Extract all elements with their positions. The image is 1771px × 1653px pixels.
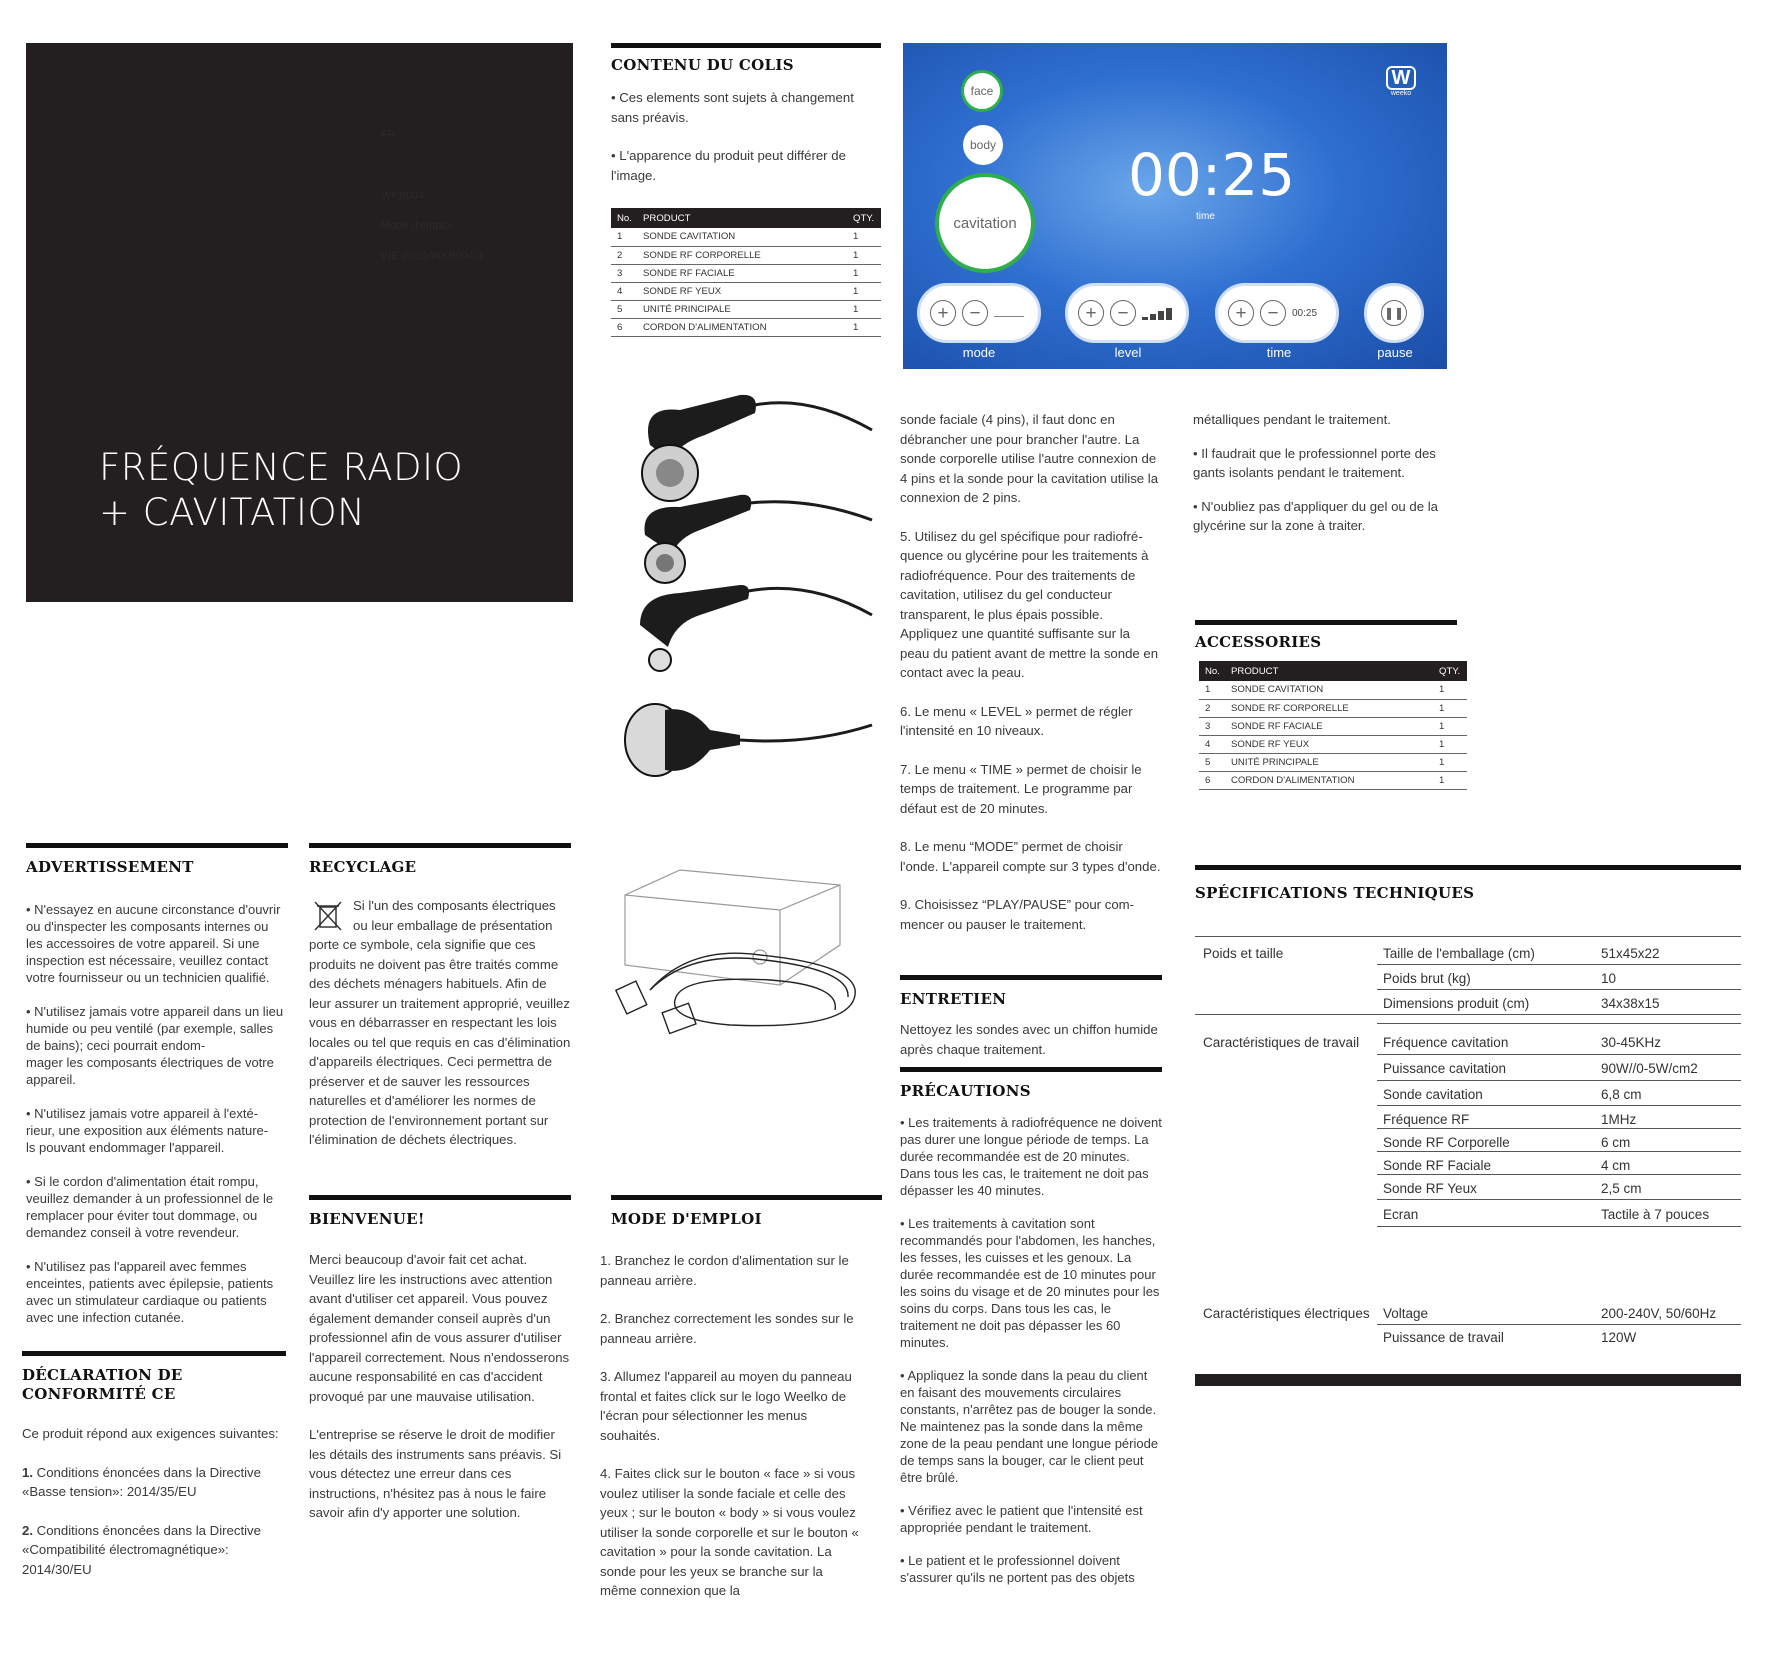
cell-qty: 1 bbox=[849, 300, 881, 318]
declaration-heading-line2: CONFORMITÉ CE bbox=[22, 1385, 176, 1403]
item-number: 2. bbox=[22, 1522, 33, 1538]
cell-no: 4 bbox=[611, 282, 639, 300]
specs-section bbox=[1195, 865, 1741, 902]
spec-key: Sonde RF Faciale bbox=[1383, 1158, 1492, 1173]
table-row bbox=[1199, 771, 1467, 789]
contenu-rule bbox=[611, 43, 881, 48]
probe-eyes-image bbox=[640, 585, 872, 671]
cell-product: CORDON D'ALIMENTATION bbox=[639, 318, 849, 336]
accessories-rule bbox=[1195, 620, 1457, 625]
contenu-table bbox=[611, 208, 881, 337]
th-qty: QTY. bbox=[1435, 661, 1467, 681]
mode-p8: 8. Le menu “MODE” permet de choisir l'onde. L'appareil compte sur 3 types d'onde. bbox=[900, 839, 1161, 874]
cell-no: 1 bbox=[1199, 681, 1227, 699]
cell-no: 6 bbox=[611, 318, 639, 336]
cell-product: SONDE RF FACIALE bbox=[1227, 717, 1435, 735]
cover-title-line1: FRÉQUENCE RADIO bbox=[99, 446, 464, 489]
declaration-heading bbox=[22, 1366, 286, 1404]
mode-indicator bbox=[994, 316, 1024, 317]
cell-qty: 1 bbox=[849, 246, 881, 264]
spec-group-name: Poids et taille bbox=[1203, 946, 1284, 961]
plus-icon: + bbox=[1078, 300, 1104, 326]
advertissement-section bbox=[26, 843, 288, 1326]
spec-key: Taille de l'emballage (cm) bbox=[1383, 946, 1535, 961]
pause-label: pause bbox=[1377, 345, 1413, 360]
plus-icon: + bbox=[930, 300, 956, 326]
declaration-item-1 bbox=[22, 1463, 286, 1502]
cover-title bbox=[99, 445, 463, 535]
item-number: 1. bbox=[22, 1464, 33, 1480]
spec-group-name: Caractéristiques électriques bbox=[1203, 1306, 1370, 1321]
cell-product: SONDE RF CORPORELLE bbox=[639, 246, 849, 264]
mode-p6: 6. Le menu « LEVEL » permet de régler l'intensité en 10 niveaux. bbox=[900, 703, 1133, 738]
cell-product: SONDE RF FACIALE bbox=[639, 264, 849, 282]
declaration-item-2 bbox=[22, 1521, 286, 1580]
level-bars-icon bbox=[1142, 306, 1172, 320]
cell-no: 2 bbox=[611, 246, 639, 264]
mode-emploi-p3: 3. Allumez l'appareil au moyen du panneau frontal et faites click sur le logo Weelko de l'écran pour sélectionner les menus souhaités. bbox=[600, 1369, 852, 1443]
specs-bottom-bar bbox=[1195, 1374, 1741, 1386]
table-row bbox=[611, 300, 881, 318]
spec-value: 30-45KHz bbox=[1601, 1035, 1662, 1050]
spec-key: Poids brut (kg) bbox=[1383, 971, 1471, 986]
level-control bbox=[1065, 283, 1189, 343]
cell-no: 2 bbox=[1199, 699, 1227, 717]
precautions-heading: PRÉCAUTIONS bbox=[900, 1082, 1031, 1100]
advertissement-rule bbox=[26, 843, 288, 848]
spec-key: Fréquence RF bbox=[1383, 1112, 1470, 1127]
timer-display: 00:25 bbox=[1128, 141, 1296, 209]
mode-p7: 7. Le menu « TIME » permet de choisir le temps de traitement. Le programme par défaut est de 20 minutes. bbox=[900, 761, 1142, 816]
specs-heading: SPÉCIFICATIONS TECHNIQUES bbox=[1195, 884, 1475, 902]
cell-product: CORDON D'ALIMENTATION bbox=[1227, 771, 1435, 789]
level-label: level bbox=[1114, 345, 1142, 360]
accessories-table bbox=[1199, 661, 1467, 790]
spec-group-name: Caractéristiques de travail bbox=[1203, 1035, 1360, 1050]
mode-emploi-p1: 1. Branchez le cordon d'alimentation sur le panneau arrière. bbox=[600, 1253, 849, 1288]
cell-no: 6 bbox=[1199, 771, 1227, 789]
th-qty: QTY. bbox=[849, 208, 881, 228]
cell-qty: 1 bbox=[849, 228, 881, 246]
mode-p5: 5. Utilisez du gel spécifique pour radiofré- quence ou glycérine pour les traitements à radiofréquence. Pour des traitements de cavitation, utilisez du gel conducteur transparent, le plus épais possible. Appliquez une quantité suffisante sur la peau du patient avant de mettre la sonde en contact avec la peau. bbox=[900, 528, 1159, 680]
spec-value: 34x38x15 bbox=[1601, 996, 1660, 1011]
cell-product: SONDE RF YEUX bbox=[639, 282, 849, 300]
spec-value: 1MHz bbox=[1601, 1112, 1637, 1127]
table-row bbox=[611, 282, 881, 300]
spec-key: Voltage bbox=[1383, 1306, 1429, 1321]
cell-no: 1 bbox=[611, 228, 639, 246]
th-product: PRODUCT bbox=[1227, 661, 1435, 681]
table-row bbox=[1199, 753, 1467, 771]
spec-value: 120W bbox=[1601, 1330, 1637, 1345]
advertissement-p2: • N'utilisez jamais votre appareil dans un lieu humide ou peu ventilé (par exemple, salles de bains); ceci pourrait endom- mager les composants électriques de votre appareil. bbox=[26, 1004, 284, 1087]
advertissement-p3: • N'utilisez jamais votre appareil à l'exté- rieur, une exposition aux éléments nature- ls pouvant endommager l'appareil. bbox=[26, 1106, 269, 1155]
minus-icon: − bbox=[1260, 300, 1286, 326]
cell-qty: 1 bbox=[1435, 681, 1467, 699]
cell-no: 3 bbox=[1199, 717, 1227, 735]
bienvenue-section bbox=[309, 1195, 571, 1523]
weee-bin-icon bbox=[311, 898, 347, 934]
minus-icon: − bbox=[1110, 300, 1136, 326]
cell-qty: 1 bbox=[1435, 753, 1467, 771]
spec-value: Tactile à 7 pouces bbox=[1601, 1207, 1710, 1222]
entretien-heading: ENTRETIEN bbox=[900, 990, 1007, 1008]
contenu-section bbox=[611, 43, 881, 337]
spec-key: Fréquence cavitation bbox=[1383, 1035, 1509, 1050]
precautions-continued bbox=[1193, 410, 1463, 555]
mode-emploi-section bbox=[600, 1195, 882, 1601]
precautions-rule bbox=[900, 1067, 1162, 1072]
specs-table bbox=[1195, 936, 1741, 1366]
probe-body-image bbox=[644, 495, 872, 583]
table-row bbox=[611, 318, 881, 336]
spec-key: Sonde cavitation bbox=[1383, 1087, 1483, 1102]
product-images bbox=[610, 385, 880, 1045]
th-product: PRODUCT bbox=[639, 208, 849, 228]
recyclage-rule bbox=[309, 843, 571, 848]
precautions-p2: • Les traitements à cavitation sont recommandés pour l'abdomen, les hanches, les fesses, les cuisses et les genoux. La durée recommandée est de 10 minutes pour les soins du visage et de 20 minutes pour les soins du corps. Dans tous les cas, le traitement ne doit pas dépasser les 60 minutes. bbox=[900, 1216, 1160, 1350]
spec-value: 6 cm bbox=[1601, 1135, 1631, 1150]
cover-model: WKB004 bbox=[381, 190, 425, 202]
probe-cavitation-image bbox=[625, 704, 872, 776]
cover-ref: WE-2020-WKB004-1 bbox=[381, 250, 484, 262]
spec-key: Dimensions produit (cm) bbox=[1383, 996, 1530, 1011]
th-no: No. bbox=[611, 208, 639, 228]
advertissement-p1: • N'essayez en aucune circonstance d'ouvrir ou d'inspecter les composants internes ou les accessoires de votre appareil. Si une inspection est nécessaire, veuillez contact votre fournisseur ou un technicien qualifié. bbox=[26, 902, 281, 985]
mode-label: mode bbox=[962, 345, 996, 360]
spec-key: Ecran bbox=[1383, 1207, 1419, 1222]
entretien-section bbox=[900, 975, 1162, 1059]
body-button bbox=[963, 125, 1003, 165]
table-row bbox=[611, 264, 881, 282]
cell-product: UNITÉ PRINCIPALE bbox=[1227, 753, 1435, 771]
pause-button bbox=[1364, 283, 1424, 343]
mode-p9: 9. Choisissez “PLAY/PAUSE” pour com- mencer ou pauser le traitement. bbox=[900, 897, 1135, 932]
minus-icon: − bbox=[962, 300, 988, 326]
mode-emploi-p4: 4. Faites click sur le bouton « face » si vous voulez utiliser la sonde faciale et celle des yeux ; sur le bouton « body » si vous voulez utiliser la sonde corporelle et sur le bouton « cavitation » pour la sonde cavitation. La sonde pour les yeux se branche sur la même connexion que la bbox=[600, 1466, 859, 1598]
main-unit-image bbox=[610, 870, 840, 985]
table-row bbox=[1199, 735, 1467, 753]
mode-continued bbox=[900, 410, 1162, 944]
pause-icon: ❚❚ bbox=[1381, 300, 1407, 326]
cover-title-line2: + CAVITATION bbox=[99, 491, 366, 534]
right-p3: • N'oubliez pas d'appliquer du gel ou de la glycérine sur la zone à traiter. bbox=[1193, 498, 1438, 533]
item-text: Conditions énoncées dans la Directive «Basse tension»: 2014/35/EU bbox=[22, 1464, 261, 1499]
cell-qty: 1 bbox=[1435, 717, 1467, 735]
table-row bbox=[1199, 699, 1467, 717]
precautions-p3: • Appliquez la sonde dans la peau du client en faisant des mouvements circulaires constants, n'arrêtez pas de bouger la sonde. Ne maintenez pas la sonde dans la même zone de la peau pendant une longue période de temps sans la bouger, car le client peut être brûlé. bbox=[900, 1368, 1159, 1485]
table-row bbox=[611, 228, 881, 246]
cell-product: SONDE RF YEUX bbox=[1227, 735, 1435, 753]
mode-control bbox=[917, 283, 1041, 343]
probe-facial-image bbox=[642, 395, 872, 501]
th-no: No. bbox=[1199, 661, 1227, 681]
contenu-p1: • Ces elements sont sujets à changement sans préavis. bbox=[611, 90, 854, 125]
mode-emploi-rule bbox=[611, 1195, 882, 1200]
time-value: 00:25 bbox=[1292, 307, 1318, 319]
cell-qty: 1 bbox=[1435, 735, 1467, 753]
advertissement-p4: • Si le cordon d'alimentation était rompu, veuillez demander à un professionnel de le remplacer pour éviter tout dommage, ou demandez conseil à votre revendeur. bbox=[26, 1174, 274, 1240]
cell-qty: 1 bbox=[849, 282, 881, 300]
cavitation-label: cavitation bbox=[953, 214, 1017, 232]
recyclage-section bbox=[309, 843, 571, 1150]
declaration-section bbox=[22, 1351, 286, 1579]
face-button bbox=[961, 70, 1003, 112]
mode-emploi-heading: MODE D'EMPLOI bbox=[611, 1210, 762, 1228]
bienvenue-rule bbox=[309, 1195, 571, 1200]
advertissement-p5: • N'utilisez pas l'appareil avec femmes enceintes, patients avec épilepsie, patients avec un stimulateur cardiaque ou patients avec une infection cutanée. bbox=[26, 1259, 274, 1325]
timer-label: time bbox=[1196, 211, 1215, 222]
accessories-section bbox=[1195, 620, 1461, 790]
declaration-intro: Ce produit répond aux exigences suivantes: bbox=[22, 1426, 279, 1441]
device-screen-image bbox=[903, 43, 1447, 369]
declaration-rule bbox=[22, 1351, 286, 1356]
spec-value: 51x45x22 bbox=[1601, 946, 1660, 961]
spec-value: 6,8 cm bbox=[1601, 1087, 1642, 1102]
cover-lang: FR bbox=[381, 129, 396, 141]
advertissement-heading: ADVERTISSEMENT bbox=[26, 858, 194, 876]
right-p2: • Il faudrait que le professionnel porte des gants isolants pendant le traitement. bbox=[1193, 445, 1436, 480]
precautions-p1: • Les traitements à radiofréquence ne doivent pas durer une longue période de temps. La durée recommandée est de 20 minutes. Dans tous les cas, le traitement ne doit pas dépasser les 40 minutes. bbox=[900, 1115, 1162, 1198]
accessories-heading: ACCESSORIES bbox=[1195, 633, 1322, 651]
time-control bbox=[1215, 283, 1339, 343]
brand-name: weeko bbox=[1390, 90, 1412, 97]
table-row bbox=[611, 246, 881, 264]
bienvenue-p1: Merci beaucoup d'avoir fait cet achat. Veuillez lire les instructions avec attention avant d'utiliser cet appareil. Vous pouvez également demander conseil auprès d'un professionnel afin de vous assurer d'utiliser l'appareil correctement. Nous n'endosserons aucune responsabilité en cas d'accident provoqué par une mauvaise utilisation. bbox=[309, 1252, 570, 1404]
right-p1: métalliques pendant le traitement. bbox=[1193, 412, 1391, 427]
declaration-heading-line1: DÉCLARATION DE bbox=[22, 1366, 183, 1384]
recyclage-text: Si l'un des composants électriques ou leur emballage de présentation porte ce symbole, cela signifie que ces produits ne doivent pas être traités comme des déchets ménagers habituels. Afin de leur assurer un traitement approprié, veuillez vous en débarrasser en respectant les lois locales ou tel que requis en cas d'élimination d'appareils électriques. Ceci permettra de préserver et de sauver les ressources naturelles et d'améliorer les normes de protection de l'environnement portant sur l'élimination de déchets électriques. bbox=[309, 898, 571, 1147]
cell-product: UNITÉ PRINCIPALE bbox=[639, 300, 849, 318]
spec-key: Sonde RF Corporelle bbox=[1383, 1135, 1510, 1150]
cell-qty: 1 bbox=[1435, 771, 1467, 789]
cell-qty: 1 bbox=[849, 318, 881, 336]
cell-product: SONDE CAVITATION bbox=[639, 228, 849, 246]
precautions-section bbox=[900, 1067, 1162, 1586]
spec-value: 2,5 cm bbox=[1601, 1181, 1642, 1196]
contenu-heading: CONTENU DU COLIS bbox=[611, 56, 794, 74]
contenu-p2: • L'apparence du produit peut différer de l'image. bbox=[611, 148, 846, 183]
plus-icon: + bbox=[1228, 300, 1254, 326]
entretien-rule bbox=[900, 975, 1162, 980]
table-row bbox=[1199, 717, 1467, 735]
cell-no: 3 bbox=[611, 264, 639, 282]
cover-panel bbox=[26, 43, 573, 602]
bienvenue-p2: L'entreprise se réserve le droit de modifier les détails des instruments sans préavis. Si vous détectez une erreur dans ces instructions, n'hésitez pas à nous le faire savoir afin d'y apporter une solution. bbox=[309, 1427, 562, 1520]
cover-meta bbox=[381, 113, 484, 279]
spec-value: 4 cm bbox=[1601, 1158, 1631, 1173]
cell-no: 5 bbox=[611, 300, 639, 318]
mode-p-cont: sonde faciale (4 pins), il faut donc en débrancher une pour brancher l'autre. La sonde corporelle utilise l'autre connexion de 4 pins et la sonde pour la cavitation utilise la connexion de 2 pins. bbox=[900, 412, 1159, 505]
cell-no: 4 bbox=[1199, 735, 1227, 753]
cell-no: 5 bbox=[1199, 753, 1227, 771]
spec-value: 200-240V, 50/60Hz bbox=[1601, 1306, 1717, 1321]
brand-logo bbox=[1381, 66, 1421, 97]
bienvenue-heading: BIENVENUE! bbox=[309, 1210, 425, 1228]
precautions-p4: • Vérifiez avec le patient que l'intensité est appropriée pendant le traitement. bbox=[900, 1503, 1143, 1535]
precautions-p5: • Le patient et le professionnel doivent s'assurer qu'ils ne portent pas des objets bbox=[900, 1553, 1135, 1585]
specs-rule bbox=[1195, 865, 1741, 870]
cavitation-button bbox=[935, 173, 1035, 273]
spec-key: Puissance de travail bbox=[1383, 1330, 1504, 1345]
spec-value: 90W//0-5W/cm2 bbox=[1601, 1061, 1698, 1076]
spec-value: 10 bbox=[1601, 971, 1617, 986]
cell-product: SONDE CAVITATION bbox=[1227, 681, 1435, 699]
spec-key: Puissance cavitation bbox=[1383, 1061, 1507, 1076]
item-text: Conditions énoncées dans la Directive «Compatibilité électromagnétique»: 2014/30/EU bbox=[22, 1522, 261, 1577]
logo-icon: W bbox=[1386, 66, 1416, 90]
recyclage-heading: RECYCLAGE bbox=[309, 858, 417, 876]
cell-qty: 1 bbox=[849, 264, 881, 282]
face-label: face bbox=[970, 84, 994, 98]
power-cord-image bbox=[616, 953, 855, 1033]
cover-manual-label: Mode d'emploi bbox=[381, 220, 453, 232]
cell-product: SONDE RF CORPORELLE bbox=[1227, 699, 1435, 717]
entretien-text: Nettoyez les sondes avec un chiffon humide après chaque traitement. bbox=[900, 1022, 1158, 1057]
mode-emploi-p2: 2. Branchez correctement les sondes sur le panneau arrière. bbox=[600, 1311, 854, 1346]
body-label: body bbox=[969, 138, 997, 152]
cell-qty: 1 bbox=[1435, 699, 1467, 717]
table-row bbox=[1199, 681, 1467, 699]
time-label: time bbox=[1266, 345, 1292, 360]
spec-key: Sonde RF Yeux bbox=[1383, 1181, 1477, 1196]
